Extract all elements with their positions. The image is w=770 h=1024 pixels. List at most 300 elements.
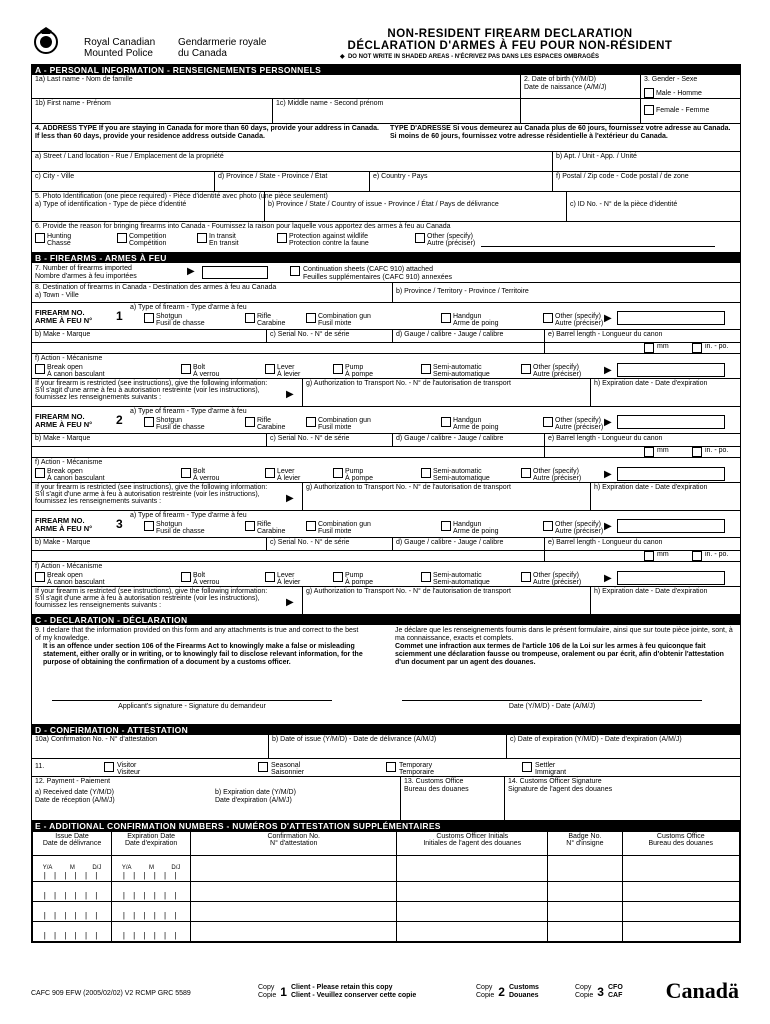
fa0-actions-5-label: Other (specify) Autre (préciser): [533, 364, 582, 378]
exp-date-label: c) Date of expiration (Y/M/D) - Date d'expiration (A/M/J): [510, 736, 682, 743]
shaded-note-text: DO NOT WRITE IN SHADED AREAS - N'ÉCRIVEZ PAS DANS LES ESPACES OMBRAGÉS: [347, 54, 599, 60]
fa1-actions-1-label: Bolt À verrou: [193, 468, 220, 482]
other-reason-input[interactable]: [481, 233, 715, 247]
firearm-2-type-label: a) Type of firearm - Type d'arme à feu: [130, 408, 247, 415]
visitor-label: Visitor Visiteur: [117, 762, 141, 776]
num-imported-row: [32, 263, 740, 283]
fa2-types-0-checkbox[interactable]: [144, 521, 154, 531]
male-checkbox[interactable]: [644, 88, 654, 98]
fa2-types-2-checkbox[interactable]: [306, 521, 316, 531]
declaration-en: [35, 627, 365, 667]
arrow-icon: ▶: [604, 573, 612, 584]
table-cell[interactable]: [622, 902, 739, 922]
fa2-actions-3-checkbox[interactable]: [333, 572, 343, 582]
seasonal-checkbox[interactable]: [258, 762, 268, 772]
date-cell[interactable]: | | | | | |: [33, 902, 112, 922]
firearm-1-other-type-input[interactable]: [617, 311, 725, 325]
decl-fr-text: Je déclare que les renseignements fournis dans le présent formulaire, ainsi que sur toute pièce jointe, sont, à ma connaissance, exacts et complets.: [395, 627, 733, 642]
id-no-label: c) ID No. - N° de la pièce d'identité: [570, 201, 678, 208]
fa0-actions-0-label: Break open À canon basculant: [47, 364, 105, 378]
postal-label: f) Postal / Zip code - Code postal / de zone: [556, 173, 689, 180]
table-row: [33, 856, 740, 882]
table-cell[interactable]: [191, 922, 397, 942]
copy-number-2: 2: [498, 985, 505, 999]
reason-options: [32, 233, 740, 247]
received-date[interactable]: a) Received date (Y/M/D) Date de réception (A/M/J): [35, 789, 115, 804]
firearm-3-label: FIREARM NO. ARME À FEU N°: [35, 516, 93, 533]
customs-office-field[interactable]: [400, 777, 504, 820]
issue-date-label: b) Date of issue (Y/M/D) - Date de délivrance (A/M/J): [272, 736, 437, 743]
hunting-checkbox[interactable]: [35, 233, 45, 243]
continuation-label: Continuation sheets (CAFC 910) attached Feuilles supplémentaires (CAFC 910) annexées: [303, 266, 453, 281]
firearm-2-detail-row: [32, 434, 740, 447]
firearm-2-number: 2: [116, 413, 123, 427]
copy-number-3: 3: [597, 985, 604, 999]
fa2-actions-2-checkbox[interactable]: [265, 572, 275, 582]
female-label: Female - Femme: [655, 106, 710, 114]
fa1-actions-3-checkbox[interactable]: [333, 468, 343, 478]
declaration-fr: [395, 627, 735, 667]
payment-label: 12. Payment - Paiement: [35, 778, 111, 785]
firearm-2-other-type-input[interactable]: [617, 415, 725, 429]
male-label: Male - Homme: [655, 89, 702, 97]
firearm-3-auth-label: g) Authorization to Transport No. - N° de l'autorisation de transport: [306, 588, 511, 595]
fa2-actions-5-checkbox[interactable]: [521, 572, 531, 582]
fa0-types-1-checkbox[interactable]: [245, 313, 255, 323]
postal-field[interactable]: [552, 172, 740, 191]
copy-2-text: Customs Douanes: [508, 984, 539, 999]
decl-en-bold: It is an offence under section 106 of the Firearms Act to knowingly make a false or misleading statement, either orally or in writing, or to knowingly fail to disclose relevant information, for the purpose of obtaining the confirmation of a document by a customs officer.: [43, 643, 363, 666]
firearm-1-action-row: [32, 353, 740, 379]
fa1-actions-0-checkbox[interactable]: [35, 468, 45, 478]
firearm-1-other-action-input[interactable]: [617, 363, 725, 377]
copy-1: [258, 984, 416, 1000]
arrow-icon: ▶: [187, 266, 195, 277]
copy-number-1: 1: [280, 985, 287, 999]
firearm-2-mm-checkbox[interactable]: [644, 447, 654, 457]
firearm-3-type-label: a) Type of firearm - Type d'arme à feu: [130, 512, 247, 519]
firearm-1-gauge[interactable]: [392, 330, 544, 342]
last-name-label: 1a) Last name - Nom de famille: [35, 76, 133, 83]
city-row: [32, 172, 740, 192]
country-label: e) Country - Pays: [373, 173, 428, 180]
customs-office-label: 13. Customs Office Bureau des douanes: [404, 778, 469, 793]
firearm-3-serial-label: c) Serial No. - N° de série: [270, 539, 350, 546]
col-header-3: Customs Officer Initials Initiales de l'agent des douanes: [397, 832, 548, 856]
fa0-actions-4-checkbox[interactable]: [421, 364, 431, 374]
firearm-3-restricted-row: [32, 587, 740, 615]
fa2-actions-3-label: Pump À pompe: [345, 572, 374, 586]
fa1-actions-0-label: Break open À canon basculant: [47, 468, 105, 482]
first-name-field[interactable]: [32, 99, 272, 123]
firearm-2-type-row: [32, 407, 740, 434]
fa2-actions-4-label: Semi-automatic Semi-automatique: [433, 572, 490, 586]
province-field[interactable]: [214, 172, 369, 191]
section-d-title: D - CONFIRMATION - ATTESTATION: [32, 725, 740, 735]
arrow-icon: ▶: [286, 493, 294, 504]
arrow-icon: ▶: [286, 597, 294, 608]
firearm-1-expiry[interactable]: [590, 379, 740, 406]
fa1-actions-3-label: Pump À pompe: [345, 468, 374, 482]
fa0-actions-1-checkbox[interactable]: [181, 364, 191, 374]
firearm-2-make[interactable]: [32, 434, 266, 446]
wildlife-checkbox[interactable]: [277, 233, 287, 243]
firearm-2-expiry[interactable]: [590, 483, 740, 510]
country-field[interactable]: [369, 172, 552, 191]
firearm-1-restricted: [32, 379, 302, 406]
officer-signature-field[interactable]: [504, 777, 740, 820]
fa1-types-2-label: Combination gun Fusil mixte: [318, 417, 371, 431]
transit-checkbox[interactable]: [197, 233, 207, 243]
form-title-fr: DÉCLARATION D'ARMES À FEU POUR NON-RÉSIDENT: [347, 40, 673, 52]
copy-label-2: Copy Copie: [476, 984, 495, 999]
firearm-1-make-label: b) Make - Marque: [35, 331, 91, 338]
fa0-types-3-checkbox[interactable]: [441, 313, 451, 323]
fa1-types-2-checkbox[interactable]: [306, 417, 316, 427]
id-no-field[interactable]: [566, 192, 740, 221]
city-label: c) City - Ville: [35, 173, 75, 180]
table-cell[interactable]: [548, 882, 622, 902]
photo-prov-field[interactable]: [264, 192, 566, 221]
copy-3-text: CFO CAF: [607, 984, 623, 999]
arrow-icon: ▶: [604, 469, 612, 480]
fa1-types-0-label: Shotgun Fusil de chasse: [156, 417, 205, 431]
arrow-icon: ▶: [604, 521, 612, 532]
fa1-types-3-checkbox[interactable]: [441, 417, 451, 427]
firearm-1-detail-row: [32, 330, 740, 343]
firearms-list: [32, 303, 740, 615]
firearm-3-expiry-label: h) Expiration date - Date d'expiration: [594, 588, 708, 595]
first-name-row: [32, 99, 740, 124]
temporary-checkbox[interactable]: [386, 762, 396, 772]
declaration-block: [32, 625, 740, 725]
fa2-types-1-checkbox[interactable]: [245, 521, 255, 531]
fa1-actions-1-checkbox[interactable]: [181, 468, 191, 478]
settler-label: Settler Immigrant: [535, 762, 567, 776]
table-cell[interactable]: [397, 922, 548, 942]
firearm-3-make-label: b) Make - Marque: [35, 539, 91, 546]
fa0-types-4-checkbox[interactable]: [543, 313, 553, 323]
gender-field: [640, 75, 740, 98]
fa2-types-4-checkbox[interactable]: [543, 521, 553, 531]
city-field[interactable]: [32, 172, 214, 191]
col-header-5: Customs Office Bureau des douanes: [622, 832, 739, 856]
exp-date-field[interactable]: [506, 735, 740, 758]
fa2-actions-0-checkbox[interactable]: [35, 572, 45, 582]
firearm-1-in-checkbox[interactable]: [692, 343, 702, 353]
fa1-types-0-checkbox[interactable]: [144, 417, 154, 427]
firearm-3-in: in. - po.: [705, 551, 729, 558]
date-label: Date (Y/M/D) - Date (A/M/J): [508, 703, 596, 710]
firearm-1-number: 1: [116, 309, 123, 323]
arrow-icon: ▶: [286, 389, 294, 400]
settler-checkbox[interactable]: [522, 762, 532, 772]
firearm-2-expiry-label: h) Expiration date - Date d'expiration: [594, 484, 708, 491]
fa1-actions-5-label: Other (specify) Autre (préciser): [533, 468, 582, 482]
form-id: CAFC 909 EFW (2005/02/02) V2 RCMP GRC 5589: [31, 990, 191, 997]
firearm-3-expiry[interactable]: [590, 587, 740, 614]
firearm-1-label: FIREARM NO. ARME À FEU N°: [35, 308, 93, 325]
copy-label-1: Copy Copie: [258, 984, 277, 999]
firearm-3-mm: mm: [657, 551, 669, 558]
firearm-1-auth-label: g) Authorization to Transport No. - N° de l'autorisation de transport: [306, 380, 511, 387]
fa0-types-2-checkbox[interactable]: [306, 313, 316, 323]
first-name-label: 1b) First name - Prénom: [35, 100, 111, 107]
confirmation-row: [32, 735, 740, 759]
firearm-2-action-row: [32, 457, 740, 483]
fa0-types-0-label: Shotgun Fusil de chasse: [156, 313, 205, 327]
firearm-1-type-label: a) Type of firearm - Type d'arme à feu: [130, 304, 247, 311]
table-cell[interactable]: [397, 882, 548, 902]
fa2-actions-5-label: Other (specify) Autre (préciser): [533, 572, 582, 586]
firearm-3-action-label: f) Action - Mécanisme: [35, 563, 103, 570]
street-label: a) Street / Land location - Rue / Emplacement de la propriété: [35, 153, 224, 160]
province-label: d) Province / State - Province / État: [218, 173, 328, 180]
fa1-types-3-label: Handgun Arme de poing: [453, 417, 499, 431]
firearm-1-gauge-label: d) Gauge / calibre - Jauge / calibre: [396, 331, 504, 338]
apt-field[interactable]: [552, 152, 740, 171]
date-line[interactable]: [402, 700, 702, 710]
ymd-d: D/J: [171, 865, 181, 871]
name-row: [32, 75, 740, 99]
fa1-actions-4-checkbox[interactable]: [421, 468, 431, 478]
firearm-2-serial-label: c) Serial No. - N° de série: [270, 435, 350, 442]
date-cell[interactable]: Y/A M D/J | | | | | |: [112, 856, 191, 882]
dob-continuation: [520, 99, 640, 123]
gender-female: [640, 99, 740, 123]
table-cell[interactable]: [191, 856, 397, 882]
date-cell[interactable]: | | | | | |: [33, 922, 112, 942]
photo-id-row: [32, 192, 740, 222]
firearm-3-number: 3: [116, 517, 123, 531]
firearm-1-type-row: [32, 303, 740, 330]
firearm-2-restricted: [32, 483, 302, 510]
seasonal-label: Seasonal Saisonnier: [271, 762, 305, 776]
firearm-2-in-checkbox[interactable]: [692, 447, 702, 457]
num-imported-label: 7. Number of firearms imported Nombre d'armes à feu importées: [35, 265, 137, 280]
firearm-1-action-label: f) Action - Mécanisme: [35, 355, 103, 362]
col-header-4: Badge No. N° d'insigne: [548, 832, 622, 856]
addr-type-fr: TYPE D'ADRESSE Si vous demeurez au Canada plus de 60 jours, fournissez votre adresse au Canada. Si moins de 60 jours, fournissez votre adresse résidentielle à l'extérieur du Canada.: [390, 125, 731, 140]
conf-no-label: 10a) Confirmation No. - N° d'attestation: [35, 736, 158, 743]
firearm-3-detail-row: [32, 538, 740, 551]
apt-label: b) Apt. / Unit - App. / Unité: [556, 153, 637, 160]
firearm-3-restricted: [32, 587, 302, 614]
firearm-3-restricted-text: If your firearm is restricted (see instructions), give the following information: S'il s'agit d'une arme à feu à autorisation restreinte (voir les instructions), fournissez les renseignements suivants :: [35, 588, 268, 609]
table-row: [33, 902, 740, 922]
firearm-2-action-label: f) Action - Mécanisme: [35, 459, 103, 466]
reason-hunting: Hunting Chasse: [47, 233, 72, 247]
competition-checkbox[interactable]: [117, 233, 127, 243]
date-cell[interactable]: | | | | | |: [33, 882, 112, 902]
dob-field[interactable]: [520, 75, 640, 98]
status-number: 11.: [35, 763, 45, 770]
fa0-actions-2-checkbox[interactable]: [265, 364, 275, 374]
fa0-actions-3-label: Pump À pompe: [345, 364, 374, 378]
firearm-3-in-checkbox[interactable]: [692, 551, 702, 561]
firearm-1-unit-row: [32, 343, 740, 353]
ymd-y: Y/A: [42, 865, 53, 871]
firearm-2-auth-label: g) Authorization to Transport No. - N° de l'autorisation de transport: [306, 484, 511, 491]
street-row: [32, 152, 740, 172]
reason-transit: In transit En transit: [209, 233, 239, 247]
dest-town-field[interactable]: [32, 283, 392, 302]
fa1-actions-2-checkbox[interactable]: [265, 468, 275, 478]
dob-label: 2. Date of birth (Y/M/D) Date de naissance (A/M/J): [524, 76, 607, 91]
date-cell[interactable]: | | | | | |: [112, 922, 191, 942]
copy-1-text: Client - Please retain this copy Client - Veuillez conserver cette copie: [290, 984, 417, 999]
firearm-1-barrel-label: e) Barrel length - Longueur du canon: [548, 331, 663, 338]
table-cell[interactable]: [622, 856, 739, 882]
decl-fr-bold: Commet une infraction aux termes de l'article 106 de la Loi sur les armes à feu quiconque fait sciemment une déclaration fausse ou trompeuse, oralement ou par écrit, afin d'obtenir l'attestation d'un document par un agent des douanes.: [395, 643, 724, 666]
fa0-actions-4-label: Semi-automatic Semi-automatique: [433, 364, 490, 378]
copy-label-3: Copy Copie: [575, 984, 594, 999]
reason-wildlife: Protection against wildlife Protection contre la faune: [289, 233, 369, 247]
signature-label: Applicant's signature - Signature du demandeur: [118, 703, 266, 710]
table-cell[interactable]: [191, 902, 397, 922]
date-cell[interactable]: | | | | | |: [112, 882, 191, 902]
reason-other: Other (specify) Autre (préciser): [427, 233, 476, 247]
signature-line[interactable]: [52, 700, 332, 710]
firearm-1-make[interactable]: [32, 330, 266, 342]
table-cell[interactable]: [622, 922, 739, 942]
section-e-title: E - ADDITIONAL CONFIRMATION NUMBERS - NUMÉROS D'ATTESTATION SUPPLÉMENTAIRES: [32, 821, 740, 831]
firearm-3-auth[interactable]: [302, 587, 590, 614]
reason-competition: Competition Compétition: [129, 233, 167, 247]
firearm-3-other-type-input[interactable]: [617, 519, 725, 533]
col-header-0: Issue Date Date de délivrance: [33, 832, 112, 856]
table-cell[interactable]: [191, 882, 397, 902]
section-b-title: B - FIREARMS - ARMES À FEU: [32, 253, 740, 263]
col-header-2: Confirmation No. N° d'attestation: [191, 832, 397, 856]
firearm-1-serial[interactable]: [266, 330, 392, 342]
firearm-2-serial[interactable]: [266, 434, 392, 446]
firearm-1-mm-checkbox[interactable]: [644, 343, 654, 353]
num-imported-input[interactable]: [202, 266, 268, 279]
middle-name-label: 1c) Middle name - Second prénom: [276, 100, 384, 107]
firearm-3-other-action-input[interactable]: [617, 571, 725, 585]
firearm-3-gauge-label: d) Gauge / calibre - Jauge / calibre: [396, 539, 504, 546]
form-title-en: NON-RESIDENT FIREARM DECLARATION: [387, 28, 633, 40]
firearm-2-restricted-text: If your firearm is restricted (see instructions), give the following information: S'il s'agit d'une arme à feu à autorisation restreinte (voir les instructions), fournissez les renseignements suivants :: [35, 484, 268, 505]
fa0-types-0-checkbox[interactable]: [144, 313, 154, 323]
payment-field: [32, 777, 400, 820]
firearm-2-in: in. - po.: [705, 447, 729, 454]
fa1-types-4-checkbox[interactable]: [543, 417, 553, 427]
firearm-2-auth[interactable]: [302, 483, 590, 510]
street-field[interactable]: [32, 152, 552, 171]
issue-date-field[interactable]: [268, 735, 506, 758]
fa1-types-1-checkbox[interactable]: [245, 417, 255, 427]
fa0-types-1-label: Rifle Carabine: [257, 313, 286, 327]
fa0-actions-0-checkbox[interactable]: [35, 364, 45, 374]
dest-prov-field[interactable]: [392, 283, 740, 302]
firearm-1-auth[interactable]: [302, 379, 590, 406]
dest-prov-label: b) Province / Territory - Province / Territoire: [396, 288, 529, 295]
decl-en-text: 9. I declare that the information provided on this form and any attachments is true and correct to the best of my knowledge.: [35, 627, 359, 642]
firearm-3-mm-checkbox[interactable]: [644, 551, 654, 561]
fa2-actions-0-label: Break open À canon basculant: [47, 572, 105, 586]
fa1-actions-5-checkbox[interactable]: [521, 468, 531, 478]
fa0-types-2-label: Combination gun Fusil mixte: [318, 313, 371, 327]
fa1-types-4-label: Other (specify) Autre (préciser): [555, 417, 604, 431]
photo-id-field[interactable]: [32, 192, 328, 221]
table-cell[interactable]: [397, 856, 548, 882]
ymd-m: M: [148, 865, 154, 871]
fa2-types-3-checkbox[interactable]: [441, 521, 451, 531]
firearm-3-barrel-label: e) Barrel length - Longueur du canon: [548, 539, 663, 546]
payment-exp-date[interactable]: b) Expiration date (Y/M/D) Date d'expiration (A/M/J): [215, 789, 296, 804]
table-cell[interactable]: [548, 856, 622, 882]
payment-row: [32, 777, 740, 821]
firearm-2-other-action-input[interactable]: [617, 467, 725, 481]
middle-name-field[interactable]: [272, 99, 520, 123]
reason-label: 6. Provide the reason for bringing firearms into Canada - Fournissez la raison pour laquelle vous apportez des armes à feu au Canada: [35, 223, 451, 230]
firearm-1-in: in. - po.: [705, 343, 729, 350]
fa2-types-4-label: Other (specify) Autre (préciser): [555, 521, 604, 535]
fa2-actions-4-checkbox[interactable]: [421, 572, 431, 582]
ymd-y: Y/A: [121, 865, 132, 871]
copy-2: [476, 984, 539, 1000]
firearm-2-gauge[interactable]: [392, 434, 544, 446]
table-cell[interactable]: [397, 902, 548, 922]
section-c-title: C - DECLARATION - DÉCLARATION: [32, 615, 740, 625]
visitor-checkbox[interactable]: [104, 762, 114, 772]
ymd-m: M: [69, 865, 75, 871]
ymd-d: D/J: [92, 865, 102, 871]
firearm-1-restricted-text: If your firearm is restricted (see instructions), give the following information: S'il s'agit d'une arme à feu à autorisation restreinte (voir les instructions), fournissez les renseignements suivants :: [35, 380, 268, 401]
fa0-actions-2-label: Lever À levier: [277, 364, 301, 378]
firearm-3-barrel[interactable]: [544, 538, 740, 550]
arrow-icon: ▶: [604, 313, 612, 324]
dest-town-label: 8. Destination of firearms in Canada - Destination des armes à feu au Canada a) Town - Ville: [35, 284, 277, 299]
photo-prov-label: b) Province / State / Country of issue - Province / État / Pays de délivrance: [268, 201, 499, 208]
firearm-3-serial[interactable]: [266, 538, 392, 550]
last-name-field[interactable]: [32, 75, 520, 98]
firearm-3-make[interactable]: [32, 538, 266, 550]
fa1-types-1-label: Rifle Carabine: [257, 417, 286, 431]
female-checkbox[interactable]: [644, 105, 654, 115]
firearm-2-barrel[interactable]: [544, 434, 740, 446]
fa2-actions-1-checkbox[interactable]: [181, 572, 191, 582]
other-reason-checkbox[interactable]: [415, 233, 425, 243]
firearm-2-barrel-label: e) Barrel length - Longueur du canon: [548, 435, 663, 442]
firearm-1-expiry-label: h) Expiration date - Date d'expiration: [594, 380, 708, 387]
date-cell[interactable]: Y/A M D/J | | | | | |: [33, 856, 112, 882]
table-cell[interactable]: [548, 902, 622, 922]
arrow-icon: ▶: [604, 365, 612, 376]
firearm-3-action-row: [32, 561, 740, 587]
section-a-title: A - PERSONAL INFORMATION - RENSEIGNEMENTS PERSONNELS: [32, 65, 740, 75]
photo-id-label: 5. Photo Identification (one piece required) - Pièce d'identité avec photo (une pièce seulement) a) Type of identification - Type de pièce d'identité: [35, 193, 328, 208]
fa0-actions-3-checkbox[interactable]: [333, 364, 343, 374]
firearm-1-restricted-row: [32, 379, 740, 407]
fa0-actions-5-checkbox[interactable]: [521, 364, 531, 374]
rcmp-crest-icon: [32, 26, 60, 56]
table-cell[interactable]: [622, 882, 739, 902]
col-header-1: Expiration Date Date d'expiration: [112, 832, 191, 856]
fa2-types-3-label: Handgun Arme de poing: [453, 521, 499, 535]
conf-no-field[interactable]: [32, 735, 268, 758]
firearm-3-gauge[interactable]: [392, 538, 544, 550]
address-type-row: [32, 124, 740, 152]
officer-signature-label: 14. Customs Officer Signature Signature de l'agent des douanes: [508, 778, 613, 793]
firearm-3-unit-row: [32, 551, 740, 561]
table-cell[interactable]: [548, 922, 622, 942]
date-cell[interactable]: | | | | | |: [112, 902, 191, 922]
continuation-checkbox[interactable]: [290, 266, 300, 276]
firearm-1-barrel[interactable]: [544, 330, 740, 342]
